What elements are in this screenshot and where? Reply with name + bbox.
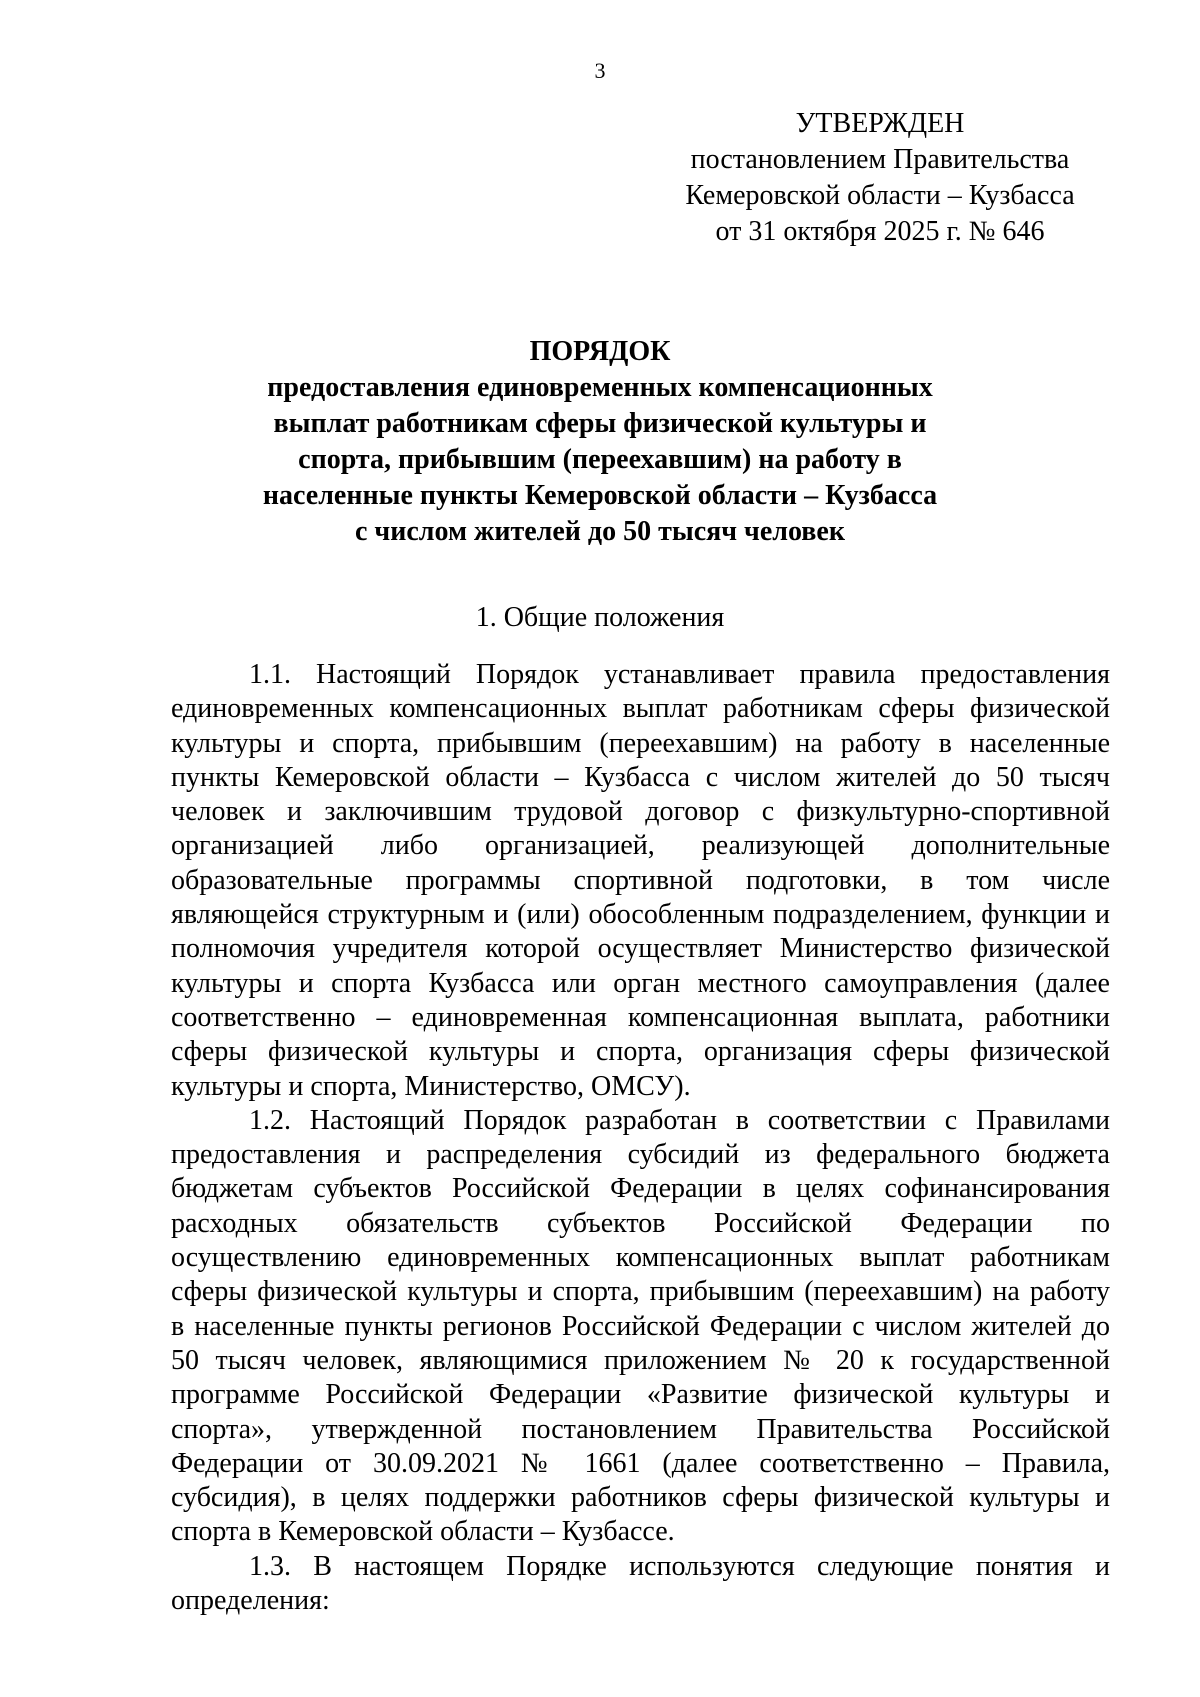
paragraph-line: единовременных компенсационных выплат работникам сферы физической bbox=[171, 693, 1110, 725]
paragraph-line: программе Российской Федерации «Развитие физической культуры и bbox=[171, 1379, 1110, 1411]
paragraph-line: образовательные программы спортивной подготовки, в том числе bbox=[171, 864, 1110, 896]
paragraph-line: бюджетам субъектов Российской Федерации в целях софинансирования bbox=[171, 1173, 1110, 1205]
paragraph-line: являющейся структурным и (или) обособленным подразделением, функции и bbox=[171, 899, 1110, 931]
approval-stamp-block bbox=[660, 106, 1100, 250]
paragraph-1-3 bbox=[171, 1550, 1110, 1619]
paragraph-line: осуществлению единовременных компенсационных выплат работникам bbox=[171, 1242, 1110, 1274]
approval-line-region: Кемеровской области – Кузбасса bbox=[685, 180, 1075, 211]
paragraph-line: определения: bbox=[171, 1585, 330, 1617]
page-number: 3 bbox=[594, 58, 606, 83]
paragraph-line: предоставления и распределения субсидий из федерального бюджета bbox=[171, 1139, 1110, 1171]
paragraph-1-2 bbox=[171, 1104, 1110, 1550]
paragraph-line: в населенные пункты регионов Российской Федерации с числом жителей до bbox=[171, 1310, 1110, 1342]
title-line: спорта, прибывшим (переехавшим) на работу в bbox=[298, 444, 902, 475]
paragraph-line: расходных обязательств субъектов Российской Федерации по bbox=[171, 1207, 1110, 1239]
paragraph-line: Федерации от 30.09.2021 № 1661 (далее соответственно – Правила, bbox=[171, 1447, 1110, 1479]
title-heading: ПОРЯДОК bbox=[529, 336, 671, 367]
paragraph-line: культуры и спорта, прибывшим (переехавшим) на работу в населенные bbox=[171, 727, 1110, 759]
title-line: населенные пункты Кемеровской области – Кузбасса bbox=[262, 480, 938, 511]
paragraph-line: полномочия учредителя которой осуществляет Министерство физической bbox=[171, 933, 1110, 965]
paragraph-line: спорта в Кемеровской области – Кузбассе. bbox=[171, 1516, 675, 1548]
paragraph-1-1 bbox=[171, 658, 1110, 1104]
title-line: с числом жителей до 50 тысяч человек bbox=[355, 516, 845, 547]
paragraph-line: сферы физической культуры и спорта, прибывшим (переехавшим) на работу bbox=[171, 1276, 1110, 1308]
paragraph-line: субсидия), в целях поддержки работников сферы физической культуры и bbox=[171, 1482, 1110, 1514]
paragraph-line: человек и заключившим трудовой договор с физкультурно-спортивной bbox=[171, 796, 1110, 828]
paragraph-line: 1.3. В настоящем Порядке используются следующие понятия и bbox=[249, 1550, 1110, 1582]
document-title bbox=[0, 334, 1200, 550]
title-line: выплат работникам сферы физической культуры и bbox=[273, 408, 927, 439]
section-heading: 1. Общие положения bbox=[475, 602, 725, 633]
paragraph-line: 1.2. Настоящий Порядок разработан в соответствии с Правилами bbox=[249, 1104, 1110, 1136]
document-body bbox=[171, 658, 1110, 1618]
paragraph-line: соответственно – единовременная компенсационная выплата, работники bbox=[171, 1001, 1110, 1033]
title-line: предоставления единовременных компенсационных bbox=[267, 372, 933, 403]
approval-line-resolution: постановлением Правительства bbox=[690, 144, 1070, 175]
paragraph-line: пункты Кемеровской области – Кузбасса с числом жителей до 50 тысяч bbox=[171, 761, 1110, 793]
paragraph-line: культуры и спорта Кузбасса или орган местного самоуправления (далее bbox=[171, 967, 1110, 999]
paragraph-line: культуры и спорта, Министерство, ОМСУ). bbox=[171, 1070, 691, 1102]
paragraph-line: сферы физической культуры и спорта, организация сферы физической bbox=[171, 1036, 1110, 1068]
approval-line-approved: УТВЕРЖДЕН bbox=[795, 108, 965, 139]
paragraph-line: 1.1. Настоящий Порядок устанавливает правила предоставления bbox=[249, 659, 1110, 690]
approval-line-date-number: от 31 октября 2025 г. № 646 bbox=[715, 216, 1045, 247]
paragraph-line: 50 тысяч человек, являющимися приложением № 20 к государственной bbox=[171, 1344, 1110, 1376]
paragraph-line: спорта», утвержденной постановлением Правительства Российской bbox=[171, 1413, 1110, 1445]
paragraph-line: организацией либо организацией, реализующей дополнительные bbox=[171, 830, 1110, 862]
